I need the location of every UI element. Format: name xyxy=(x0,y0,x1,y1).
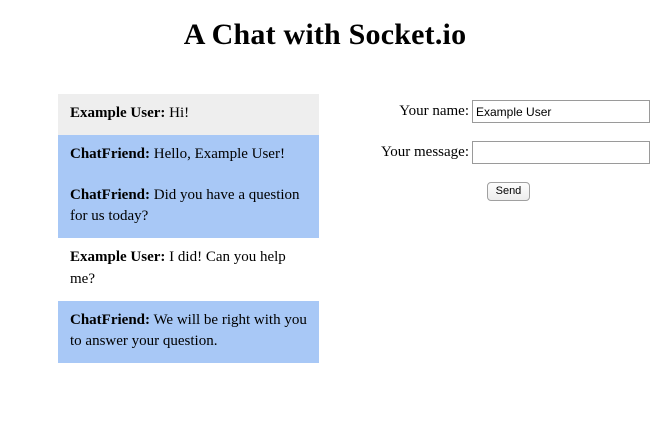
list-item xyxy=(58,94,319,135)
list-item xyxy=(58,301,319,364)
message-author: ChatFriend: xyxy=(70,186,150,203)
message-author: ChatFriend: xyxy=(70,311,150,328)
list-item xyxy=(58,176,319,239)
main-content xyxy=(0,94,650,363)
message-group xyxy=(58,135,319,238)
name-input[interactable] xyxy=(472,100,650,123)
message-text: Hello, Example User! xyxy=(150,145,285,162)
list-item xyxy=(58,135,319,176)
message-author: Example User: xyxy=(70,249,166,265)
name-field-row xyxy=(381,100,650,123)
message-text: Hi! xyxy=(165,105,190,121)
message-text: We will be right with you to answer your question. xyxy=(70,311,307,350)
name-label: Your name: xyxy=(399,103,469,119)
list-item xyxy=(58,238,319,301)
chat-form xyxy=(381,94,650,201)
message-author: Example User: xyxy=(70,105,166,121)
message-author: ChatFriend: xyxy=(70,145,150,162)
message-field-row xyxy=(381,141,650,164)
message-label: Your message: xyxy=(380,144,469,160)
message-text: I did! Can you help me? xyxy=(70,249,286,287)
button-row xyxy=(381,182,650,201)
message-text: Did you have a question for us today? xyxy=(70,186,300,225)
send-button[interactable]: Send xyxy=(487,182,531,201)
chat-log xyxy=(58,94,319,363)
page-title: A Chat with Socket.io xyxy=(183,18,467,51)
message-input[interactable] xyxy=(472,141,650,164)
